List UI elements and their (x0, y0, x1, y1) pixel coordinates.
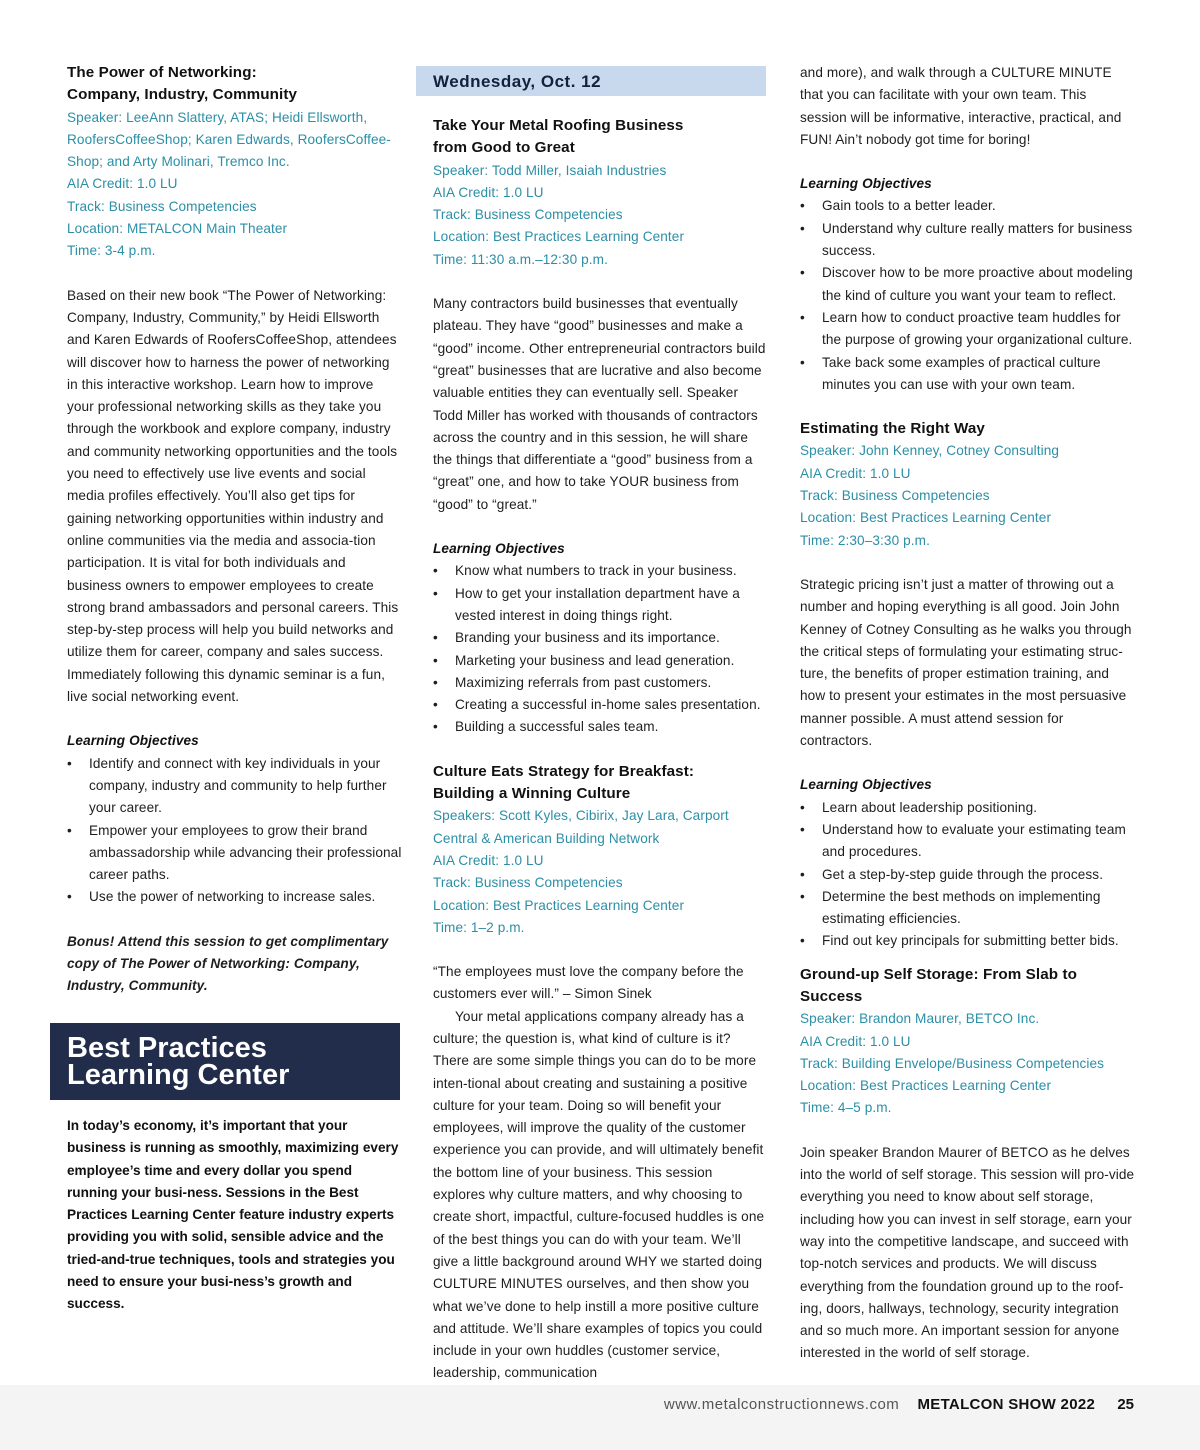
list-item: • Understand how to evaluate your estimating team and procedures. (800, 819, 1136, 864)
session-description: Based on their new book “The Power of Networking: Company, Industry, Community,” by Heidi Ellsworth and Karen Edwards of RoofersCoffeeShop, attendees will discover how to harness the power of networking in this interactive workshop. Learn how to improve your professional networking skills as they take you through the workbook and explore company, industry and community networking opportunities and the tools you need to effectively use live events and social media profiles effectively. You’ll also get tips for gaining networking opportunities within industry and online communities via the media and associa-tion participation. It is vital for both individuals and business owners to empower employees to create strong brand ambassadors and personal careers. This step-by-step process will help you build networks and utilize them for career, company and sales success. Immediately following this dynamic seminar is a fun, live social networking event. (67, 287, 399, 705)
session-track: Track: Business Competencies (67, 198, 257, 214)
list-item: • Understand why culture really matters for business success. (800, 218, 1136, 263)
session-location: Location: Best Practices Learning Center (433, 897, 685, 913)
section-intro: In today’s economy, it’s important that your business is running as smoothly, maximizing every employee’s time and every dollar you spend running your busi-ness. Sessions in the Best Practices Learning Center feature industry experts providing you with solid, sensible advice and the tried-and-true techniques, tools and strategies you need to ensure your busi-ness’s growth and success. (67, 1118, 399, 1312)
session-description-continued: and more), and walk through a CULTURE MINUTE that you can facilitate with your own team. This session will be informative, interactive, practical, and FUN! Ain’t nobody got time for boring! (800, 65, 1122, 147)
session-description: Strategic pricing isn’t just a matter of throwing out a number and hoping everything is all good. Join John Kenney of Cotney Consulting as he walks you through the critical steps of formulating your estimating struc-ture, the benefits of proper estimation training, and how to present your estimates in the most persuasive manner possible. A must attend session for contractors. (800, 576, 1132, 749)
session-location: Location: Best Practices Learning Center (800, 1078, 1052, 1094)
session-time: Time: 4–5 p.m. (800, 1100, 892, 1116)
bonus-note: Bonus! Attend this session to get complimentary copy of The Power of Networking: Company, Industry, Community. (67, 933, 389, 994)
list-item: • Branding your business and its importance. (433, 627, 768, 649)
section-banner-line: Learning Center (67, 1059, 290, 1091)
session-credit: AIA Credit: 1.0 LU (800, 1033, 911, 1049)
session-credit: AIA Credit: 1.0 LU (67, 176, 178, 192)
list-item: • Know what numbers to track in your business. (433, 560, 768, 582)
list-item: • How to get your installation department have a vested interest in doing things right. (433, 583, 768, 628)
objectives-list (67, 753, 403, 909)
session-speaker: Speaker: Brandon Maurer, BETCO Inc. (800, 1011, 1040, 1027)
session-title: Ground-up Self Storage: From Slab to Success (800, 965, 1077, 1005)
list-item: • Find out key principals for submitting better bids. (800, 930, 1136, 952)
column-left (67, 62, 403, 998)
session-credit: AIA Credit: 1.0 LU (800, 465, 911, 481)
session-quote: “The employees must love the company before the customers ever will.” – Simon Sinek (433, 964, 744, 1002)
list-item: • Discover how to be more proactive about modeling the kind of culture you want your team to reflect. (800, 262, 1136, 307)
objectives-heading: Learning Objectives (67, 733, 199, 749)
session-title-line: Company, Industry, Community (67, 86, 298, 104)
session-title: Estimating the Right Way (800, 420, 985, 438)
session-credit: AIA Credit: 1.0 LU (433, 852, 544, 868)
list-item: • Learn how to conduct proactive team huddles for the purpose of growing your organizational culture. (800, 307, 1136, 352)
objectives-heading: Learning Objectives (800, 777, 932, 793)
footer-url[interactable]: www.metalconstructionnews.com (663, 1396, 900, 1413)
session-location: Location: Best Practices Learning Center (800, 510, 1052, 526)
list-item: • Building a successful sales team. (433, 716, 768, 738)
objectives-list (800, 195, 1136, 396)
objectives-list (433, 560, 768, 738)
session-description: Many contractors build businesses that eventually plateau. They have “good” businesses and make a “good” income. Other entrepreneurial contractors build “great” businesses that are lucrative and also become valuable entities they can eventually sell. Speaker Todd Miller has worked with thousands of contractors across the country and in this session, he will share the things that differentiate a “good” business from a “great” one, and how to take YOUR business from “good” to “great.” (433, 296, 766, 512)
list-item: • Learn about leadership positioning. (800, 797, 1136, 819)
session-location: Location: Best Practices Learning Center (433, 229, 685, 245)
session-time: Time: 3-4 p.m. (67, 243, 156, 259)
list-item: • Identify and connect with key individuals in your company, industry and community to help further your career. (67, 753, 403, 820)
session-title (433, 115, 768, 160)
list-item: • Take back some examples of practical culture minutes you can use with your own team. (800, 352, 1136, 397)
column-middle (433, 115, 768, 1385)
session-track: Track: Building Envelope/Business Competencies (800, 1055, 1105, 1071)
list-item: • Use the power of networking to increase sales. (67, 886, 403, 908)
session-time: Time: 11:30 a.m.–12:30 p.m. (433, 251, 608, 267)
session-time: Time: 1–2 p.m. (433, 919, 525, 935)
session-track: Track: Business Competencies (800, 488, 990, 504)
session-time: Time: 2:30–3:30 p.m. (800, 532, 930, 548)
session-speaker: Speakers: Scott Kyles, Cibirix, Jay Lara, Carport Central & American Building Network (433, 808, 729, 846)
session-description: Join speaker Brandon Maurer of BETCO as he delves into the world of self storage. This session will pro-vide everything you need to know about self storage, including how you can invest in self storage, earn your way into the competitive landscape, and succeed with top-notch services and products. We will discuss everything from the foundation ground up to the roof-ing, doors, hallways, technology, security integration and so much more. An important session for anyone interested in the world of self storage. (800, 1144, 1135, 1361)
session-credit: AIA Credit: 1.0 LU (433, 184, 544, 200)
page-footer (664, 1395, 1134, 1415)
session-title-line: from Good to Great (433, 139, 575, 157)
session-location: Location: METALCON Main Theater (67, 221, 288, 237)
section-banner-line: Best Practices (67, 1032, 267, 1064)
session-title (433, 761, 768, 806)
session-track: Track: Business Competencies (433, 207, 623, 223)
session-title (67, 62, 403, 107)
session-description: Your metal applications company already has a culture; the question is, what kind of culture is it? There are some simple things you can do to be more inten-tional about creating and sustaining a positive culture for your team. Doing so will benefit your employees, will improve the quality of the customer experience you can provide, and will ultimately benefit the bottom line of your business. This session explores why culture matters, and why choosing to create short, impactful, culture-focused huddles is one of the best things you can do with your team. We’ll give a little background around WHY we started doing CULTURE MINUTES ourselves, and then show you what we’ve done to help instill a more positive culture and attitude. We’ll share examples of topics you could include in your own huddles (customer service, leadership, communication (433, 1008, 765, 1381)
objectives-heading: Learning Objectives (433, 541, 565, 557)
session-title-line: Culture Eats Strategy for Breakfast: (433, 762, 695, 780)
session-track: Track: Business Competencies (433, 875, 623, 891)
session-speaker: Speaker: LeeAnn Slattery, ATAS; Heidi Ellsworth, RoofersCoffeeShop; Karen Edwards, RoofersCoffee-Shop; and Arty Molinari, Tremco Inc. (67, 109, 391, 170)
list-item: • Maximizing referrals from past customers. (433, 672, 768, 694)
objectives-heading: Learning Objectives (800, 176, 932, 192)
list-item: • Get a step-by-step guide through the process. (800, 864, 1136, 886)
session-title-line: Take Your Metal Roofing Business (433, 117, 684, 134)
session-title-line: The Power of Networking: (67, 64, 257, 81)
day-header: Wednesday, Oct. 12 (416, 66, 766, 96)
list-item: • Marketing your business and lead generation. (433, 650, 768, 672)
list-item: • Empower your employees to grow their brand ambassadorship while advancing their professional career paths. (67, 820, 403, 887)
session-speaker: Speaker: John Kenney, Cotney Consulting (800, 443, 1060, 459)
list-item: • Creating a successful in-home sales presentation. (433, 694, 768, 716)
column-right (800, 62, 1136, 1365)
section-banner (50, 1023, 400, 1100)
list-item: • Gain tools to a better leader. (800, 195, 1136, 217)
session-speaker: Speaker: Todd Miller, Isaiah Industries (433, 162, 667, 178)
page-number: 25 (1117, 1396, 1134, 1413)
list-item: • Determine the best methods on implementing estimating efficiencies. (800, 886, 1136, 931)
objectives-list (800, 797, 1136, 953)
session-title-line: Building a Winning Culture (433, 785, 631, 803)
footer-publication: METALCON SHOW 2022 (917, 1396, 1096, 1413)
